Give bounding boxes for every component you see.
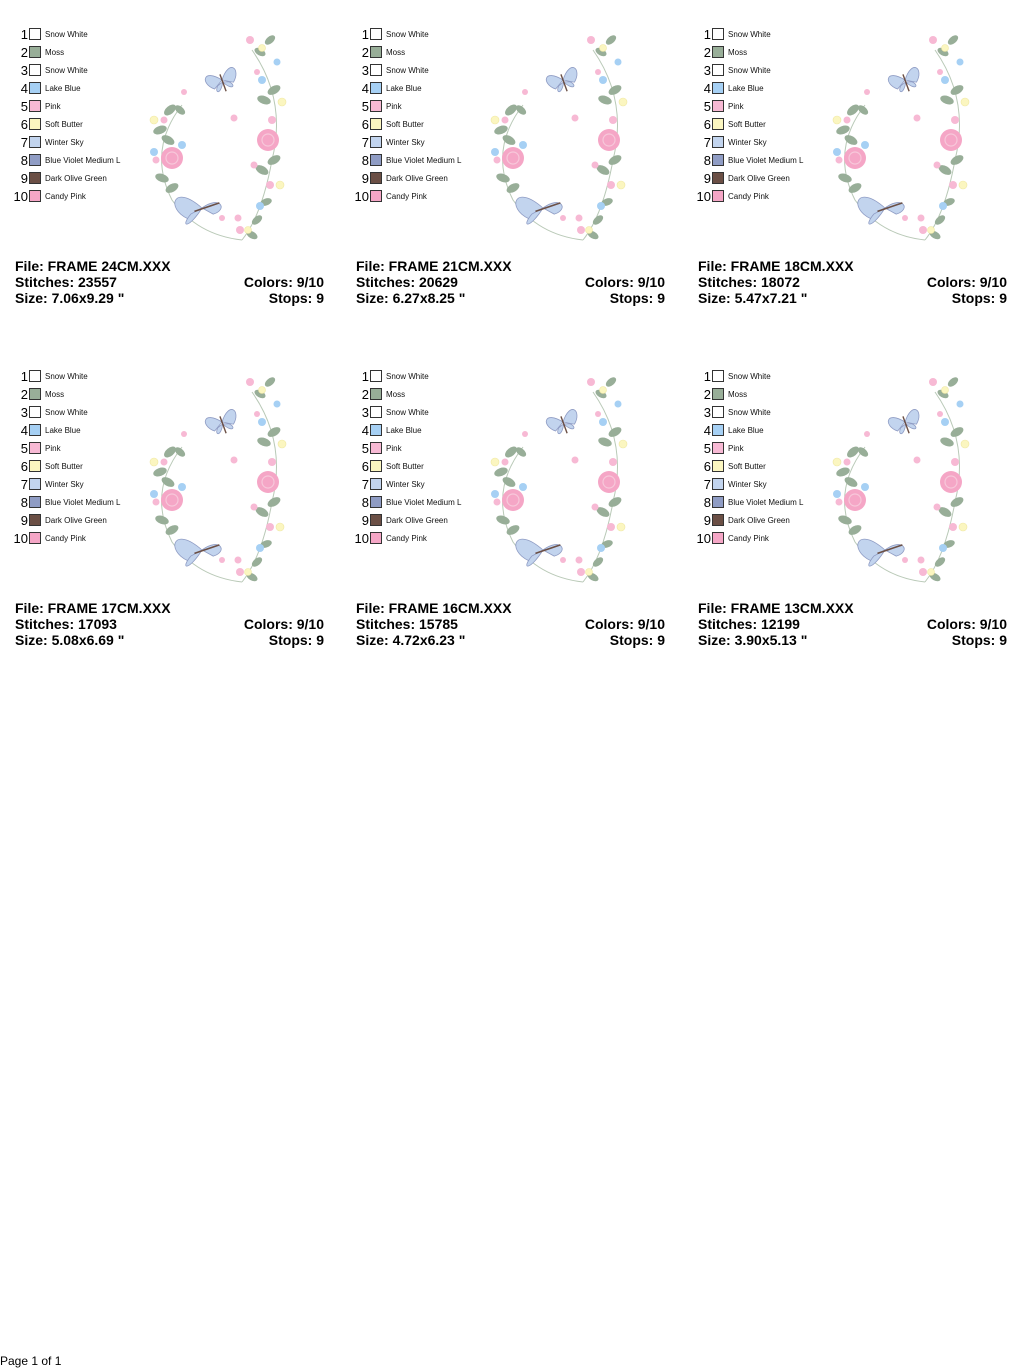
color-swatch bbox=[370, 154, 382, 166]
design-size: Size: 3.90x5.13 " bbox=[698, 632, 808, 648]
color-swatch bbox=[29, 190, 41, 202]
palette-color-name: Soft Butter bbox=[386, 462, 424, 471]
color-swatch bbox=[370, 478, 382, 490]
color-swatch bbox=[370, 442, 382, 454]
color-swatch bbox=[712, 190, 724, 202]
palette-color-name: Moss bbox=[728, 390, 748, 399]
palette-number: 10 bbox=[696, 531, 711, 546]
stitch-count: Stitches: 23557 bbox=[15, 274, 117, 290]
palette-color-name: Winter Sky bbox=[386, 138, 425, 147]
palette-number: 1 bbox=[20, 369, 28, 384]
design-size: Size: 5.08x6.69 " bbox=[15, 632, 125, 648]
palette-color-name: Candy Pink bbox=[728, 192, 769, 201]
palette-color-name: Moss bbox=[728, 48, 748, 57]
palette-number: 5 bbox=[361, 441, 369, 456]
palette-color-name: Soft Butter bbox=[386, 120, 424, 129]
palette-color-name: Dark Olive Green bbox=[386, 174, 448, 183]
color-swatch bbox=[29, 388, 41, 400]
palette-number: 2 bbox=[361, 387, 369, 402]
color-swatch bbox=[712, 136, 724, 148]
palette-color-name: Snow White bbox=[386, 66, 429, 75]
palette-color-name: Winter Sky bbox=[728, 480, 767, 489]
color-swatch bbox=[29, 478, 41, 490]
embroidery-design-preview bbox=[825, 372, 975, 597]
palette-color-name: Moss bbox=[45, 390, 65, 399]
palette-number: 1 bbox=[361, 369, 369, 384]
palette-color-name: Soft Butter bbox=[45, 120, 83, 129]
color-swatch bbox=[370, 388, 382, 400]
color-swatch bbox=[712, 406, 724, 418]
color-swatch bbox=[370, 100, 382, 112]
palette-color-name: Snow White bbox=[386, 408, 429, 417]
stop-count: Stops: 9 bbox=[609, 290, 665, 306]
palette-number: 9 bbox=[703, 171, 711, 186]
palette-color-name: Winter Sky bbox=[45, 138, 84, 147]
palette-color-name: Soft Butter bbox=[45, 462, 83, 471]
embroidery-design-preview bbox=[142, 30, 292, 255]
palette-color-name: Pink bbox=[386, 444, 402, 453]
palette-number: 9 bbox=[20, 513, 28, 528]
palette-color-name: Soft Butter bbox=[728, 120, 766, 129]
palette-number: 6 bbox=[703, 459, 711, 474]
palette-color-name: Candy Pink bbox=[728, 534, 769, 543]
color-swatch bbox=[712, 388, 724, 400]
file-name: File: FRAME 24CM.XXX bbox=[15, 258, 171, 274]
color-swatch bbox=[712, 46, 724, 58]
palette-color-name: Candy Pink bbox=[386, 534, 427, 543]
color-swatch bbox=[29, 370, 41, 382]
color-swatch bbox=[712, 370, 724, 382]
palette-color-name: Moss bbox=[386, 48, 406, 57]
stop-count: Stops: 9 bbox=[268, 632, 324, 648]
palette-color-name: Snow White bbox=[45, 66, 88, 75]
color-swatch bbox=[29, 82, 41, 94]
palette-number: 2 bbox=[361, 45, 369, 60]
color-swatch bbox=[370, 496, 382, 508]
palette-color-name: Pink bbox=[728, 444, 744, 453]
palette-number: 9 bbox=[20, 171, 28, 186]
design-card bbox=[14, 368, 334, 668]
color-count: Colors: 9/10 bbox=[243, 616, 324, 632]
color-swatch bbox=[712, 118, 724, 130]
color-swatch bbox=[370, 28, 382, 40]
color-count: Colors: 9/10 bbox=[243, 274, 324, 290]
color-swatch bbox=[712, 514, 724, 526]
palette-color-name: Lake Blue bbox=[386, 426, 422, 435]
palette-number: 4 bbox=[703, 81, 711, 96]
palette-number: 4 bbox=[703, 423, 711, 438]
color-swatch bbox=[370, 190, 382, 202]
color-swatch bbox=[370, 172, 382, 184]
color-swatch bbox=[29, 532, 41, 544]
palette-color-name: Winter Sky bbox=[386, 480, 425, 489]
palette-number: 8 bbox=[361, 495, 369, 510]
color-swatch bbox=[29, 136, 41, 148]
palette-number: 4 bbox=[20, 81, 28, 96]
color-swatch bbox=[29, 460, 41, 472]
design-size: Size: 4.72x6.23 " bbox=[356, 632, 466, 648]
palette-number: 1 bbox=[703, 27, 711, 42]
color-swatch bbox=[29, 28, 41, 40]
palette-number: 7 bbox=[361, 135, 369, 150]
design-size: Size: 5.47x7.21 " bbox=[698, 290, 808, 306]
palette-color-name: Dark Olive Green bbox=[728, 174, 790, 183]
palette-color-name: Blue Violet Medium L bbox=[45, 498, 121, 507]
color-swatch bbox=[712, 532, 724, 544]
color-swatch bbox=[712, 28, 724, 40]
palette-number: 7 bbox=[361, 477, 369, 492]
palette-number: 2 bbox=[703, 45, 711, 60]
palette-number: 10 bbox=[13, 189, 28, 204]
color-swatch bbox=[370, 64, 382, 76]
color-swatch bbox=[29, 46, 41, 58]
palette-number: 3 bbox=[361, 405, 369, 420]
palette-number: 9 bbox=[703, 513, 711, 528]
color-swatch bbox=[29, 424, 41, 436]
palette-number: 7 bbox=[20, 135, 28, 150]
color-swatch bbox=[370, 460, 382, 472]
color-count: Colors: 9/10 bbox=[926, 616, 1007, 632]
palette-color-name: Pink bbox=[728, 102, 744, 111]
color-count: Colors: 9/10 bbox=[584, 616, 665, 632]
palette-number: 5 bbox=[20, 99, 28, 114]
file-name: File: FRAME 21CM.XXX bbox=[356, 258, 512, 274]
color-swatch bbox=[29, 118, 41, 130]
color-swatch bbox=[29, 64, 41, 76]
palette-color-name: Blue Violet Medium L bbox=[728, 498, 804, 507]
palette-color-name: Snow White bbox=[386, 372, 429, 381]
palette-number: 10 bbox=[13, 531, 28, 546]
palette-number: 7 bbox=[703, 135, 711, 150]
palette-color-name: Pink bbox=[386, 102, 402, 111]
palette-color-name: Dark Olive Green bbox=[728, 516, 790, 525]
color-swatch bbox=[29, 100, 41, 112]
design-card bbox=[355, 26, 675, 326]
design-card bbox=[355, 368, 675, 668]
palette-number: 3 bbox=[703, 63, 711, 78]
palette-number: 8 bbox=[20, 153, 28, 168]
palette-number: 10 bbox=[354, 189, 369, 204]
palette-number: 6 bbox=[361, 117, 369, 132]
color-swatch bbox=[29, 406, 41, 418]
file-name: File: FRAME 13CM.XXX bbox=[698, 600, 854, 616]
palette-color-name: Lake Blue bbox=[45, 426, 81, 435]
color-swatch bbox=[29, 172, 41, 184]
palette-number: 5 bbox=[703, 441, 711, 456]
palette-color-name: Moss bbox=[45, 48, 65, 57]
palette-number: 4 bbox=[361, 423, 369, 438]
color-swatch bbox=[370, 424, 382, 436]
color-swatch bbox=[712, 82, 724, 94]
palette-number: 2 bbox=[20, 387, 28, 402]
embroidery-design-preview bbox=[825, 30, 975, 255]
color-swatch bbox=[29, 442, 41, 454]
stitch-count: Stitches: 17093 bbox=[15, 616, 117, 632]
palette-number: 8 bbox=[703, 153, 711, 168]
design-card bbox=[14, 26, 334, 326]
palette-number: 6 bbox=[361, 459, 369, 474]
stitch-count: Stitches: 12199 bbox=[698, 616, 800, 632]
palette-color-name: Winter Sky bbox=[728, 138, 767, 147]
palette-number: 5 bbox=[20, 441, 28, 456]
palette-color-name: Dark Olive Green bbox=[45, 174, 107, 183]
color-swatch bbox=[712, 172, 724, 184]
color-count: Colors: 9/10 bbox=[926, 274, 1007, 290]
embroidery-design-preview bbox=[483, 372, 633, 597]
palette-number: 9 bbox=[361, 171, 369, 186]
file-name: File: FRAME 17CM.XXX bbox=[15, 600, 171, 616]
stitch-count: Stitches: 18072 bbox=[698, 274, 800, 290]
color-swatch bbox=[712, 496, 724, 508]
palette-color-name: Pink bbox=[45, 102, 61, 111]
embroidery-design-preview bbox=[142, 372, 292, 597]
color-swatch bbox=[712, 64, 724, 76]
palette-number: 3 bbox=[361, 63, 369, 78]
palette-number: 1 bbox=[361, 27, 369, 42]
palette-color-name: Blue Violet Medium L bbox=[45, 156, 121, 165]
palette-color-name: Candy Pink bbox=[386, 192, 427, 201]
color-swatch bbox=[29, 514, 41, 526]
palette-number: 6 bbox=[20, 117, 28, 132]
stop-count: Stops: 9 bbox=[951, 632, 1007, 648]
color-swatch bbox=[370, 514, 382, 526]
color-swatch bbox=[712, 478, 724, 490]
palette-number: 3 bbox=[20, 405, 28, 420]
palette-number: 3 bbox=[20, 63, 28, 78]
palette-color-name: Snow White bbox=[728, 66, 771, 75]
palette-color-name: Snow White bbox=[728, 408, 771, 417]
color-swatch bbox=[370, 46, 382, 58]
color-swatch bbox=[712, 460, 724, 472]
color-swatch bbox=[370, 532, 382, 544]
stop-count: Stops: 9 bbox=[951, 290, 1007, 306]
palette-number: 5 bbox=[361, 99, 369, 114]
palette-color-name: Snow White bbox=[386, 30, 429, 39]
palette-number: 7 bbox=[20, 477, 28, 492]
palette-color-name: Soft Butter bbox=[728, 462, 766, 471]
palette-number: 4 bbox=[361, 81, 369, 96]
file-name: File: FRAME 18CM.XXX bbox=[698, 258, 854, 274]
palette-number: 9 bbox=[361, 513, 369, 528]
stop-count: Stops: 9 bbox=[268, 290, 324, 306]
palette-number: 2 bbox=[703, 387, 711, 402]
stop-count: Stops: 9 bbox=[609, 632, 665, 648]
palette-number: 10 bbox=[696, 189, 711, 204]
palette-color-name: Candy Pink bbox=[45, 192, 86, 201]
palette-color-name: Lake Blue bbox=[728, 426, 764, 435]
palette-number: 7 bbox=[703, 477, 711, 492]
page-number: Page 1 of 1 bbox=[0, 1354, 62, 1368]
palette-color-name: Lake Blue bbox=[45, 84, 81, 93]
palette-number: 6 bbox=[20, 459, 28, 474]
palette-color-name: Dark Olive Green bbox=[386, 516, 448, 525]
palette-color-name: Pink bbox=[45, 444, 61, 453]
palette-color-name: Snow White bbox=[45, 408, 88, 417]
color-swatch bbox=[712, 154, 724, 166]
palette-color-name: Dark Olive Green bbox=[45, 516, 107, 525]
palette-number: 10 bbox=[354, 531, 369, 546]
color-swatch bbox=[370, 118, 382, 130]
color-count: Colors: 9/10 bbox=[584, 274, 665, 290]
file-name: File: FRAME 16CM.XXX bbox=[356, 600, 512, 616]
stitch-count: Stitches: 15785 bbox=[356, 616, 458, 632]
palette-color-name: Snow White bbox=[45, 372, 88, 381]
palette-color-name: Moss bbox=[386, 390, 406, 399]
design-card bbox=[697, 26, 1017, 326]
design-card bbox=[697, 368, 1017, 668]
color-swatch bbox=[370, 370, 382, 382]
palette-number: 1 bbox=[703, 369, 711, 384]
palette-color-name: Snow White bbox=[45, 30, 88, 39]
palette-number: 8 bbox=[703, 495, 711, 510]
design-size: Size: 6.27x8.25 " bbox=[356, 290, 466, 306]
palette-number: 3 bbox=[703, 405, 711, 420]
color-swatch bbox=[712, 442, 724, 454]
embroidery-design-preview bbox=[483, 30, 633, 255]
palette-color-name: Lake Blue bbox=[728, 84, 764, 93]
palette-number: 6 bbox=[703, 117, 711, 132]
color-swatch bbox=[370, 406, 382, 418]
palette-color-name: Snow White bbox=[728, 30, 771, 39]
color-swatch bbox=[29, 154, 41, 166]
design-size: Size: 7.06x9.29 " bbox=[15, 290, 125, 306]
palette-number: 2 bbox=[20, 45, 28, 60]
palette-number: 1 bbox=[20, 27, 28, 42]
color-swatch bbox=[370, 136, 382, 148]
palette-color-name: Candy Pink bbox=[45, 534, 86, 543]
palette-number: 4 bbox=[20, 423, 28, 438]
palette-color-name: Blue Violet Medium L bbox=[386, 156, 462, 165]
color-swatch bbox=[712, 424, 724, 436]
stitch-count: Stitches: 20629 bbox=[356, 274, 458, 290]
palette-color-name: Blue Violet Medium L bbox=[386, 498, 462, 507]
palette-number: 8 bbox=[20, 495, 28, 510]
color-swatch bbox=[29, 496, 41, 508]
color-swatch bbox=[712, 100, 724, 112]
palette-color-name: Blue Violet Medium L bbox=[728, 156, 804, 165]
palette-color-name: Snow White bbox=[728, 372, 771, 381]
palette-color-name: Winter Sky bbox=[45, 480, 84, 489]
color-swatch bbox=[370, 82, 382, 94]
palette-number: 5 bbox=[703, 99, 711, 114]
palette-number: 8 bbox=[361, 153, 369, 168]
palette-color-name: Lake Blue bbox=[386, 84, 422, 93]
